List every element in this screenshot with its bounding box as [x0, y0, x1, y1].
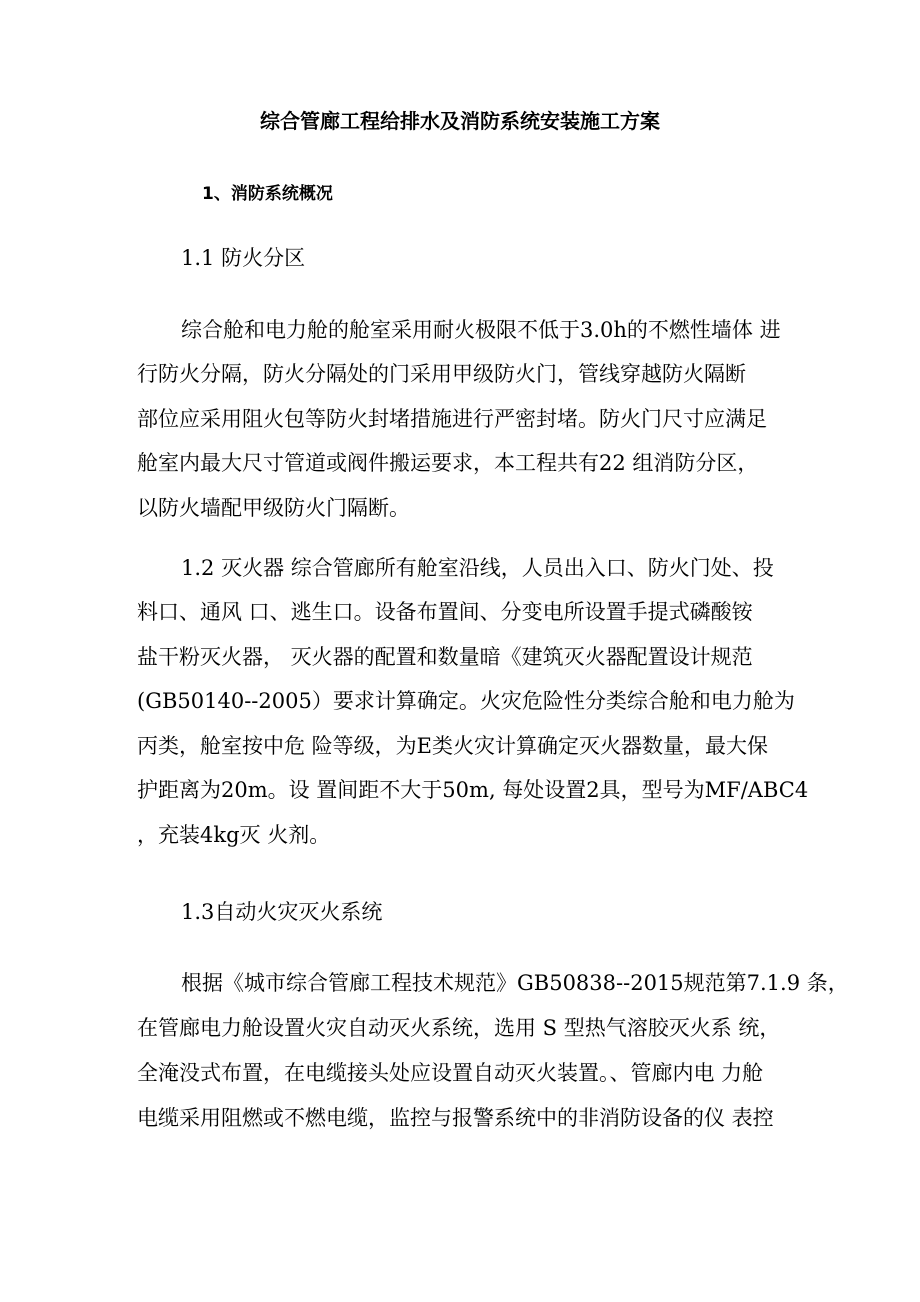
paragraph-line: 根据《城市综合管廊工程技术规范》GB50838--2015规范第7.1.9 条，: [181, 971, 849, 995]
paragraph-line: 护距离为20m。设 置间距不大于50m, 每处设置2具，型号为MF/ABC4: [137, 778, 809, 802]
paragraph-line: 丙类，舱室按中危 险等级，为E类火灾计算确定灭火器数量，最大保: [137, 734, 769, 758]
paragraph-line: 全淹没式布置，在电缆接头处应设置自动灭火装置。、管廊内电 力舱: [137, 1061, 764, 1085]
paragraph-line: 以防火墙配甲级防火门隔断。: [137, 496, 410, 520]
section-heading: 1、消防系统概况: [202, 184, 333, 204]
paragraph-line: 料口、通风 口、逃生口。设备布置间、分变电所设置手提式磷酸铵: [137, 600, 753, 624]
paragraph-line: 行防火分隔，防火分隔处的门采用甲级防火门，管线穿越防火隔断: [137, 362, 746, 386]
paragraph-line: 综合舱和电力舱的舱室采用耐火极限不低于3.0h的不燃性墙体 进: [181, 318, 781, 342]
paragraph-line: 电缆采用阻燃或不燃电缆，监控与报警系统中的非消防设备的仪 表控: [137, 1106, 774, 1130]
subsection-heading: 1.1 防火分区: [181, 246, 306, 270]
paragraph-line: ，充装4kg灭 火剂。: [137, 823, 331, 847]
paragraph-line: 1.2 灭火器 综合管廊所有舱室沿线，人员出入口、防火门处、投: [181, 556, 774, 580]
paragraph-line: (GB50140--2005）要求计算确定。火灾危险性分类综合舱和电力舱为: [137, 689, 795, 713]
document-title: 综合管廊工程给排水及消防系统安装施工方案: [260, 109, 660, 133]
subsection-heading: 1.3自动火灾灭火系统: [181, 900, 383, 924]
paragraph-line: 盐干粉灭火器， 灭火器的配置和数量暗《建筑灭火器配置设计规范: [137, 645, 753, 669]
paragraph-line: 部位应采用阻火包等防火封堵措施进行严密封堵。防火门尺寸应满足: [137, 407, 767, 431]
paragraph-line: 舱室内最大尺寸管道或阀件搬运要求，本工程共有22 组消防分区，: [137, 451, 759, 475]
paragraph-line: 在管廊电力舱设置火灾自动灭火系统，选用 S 型热气溶胶灭火系 统，: [137, 1016, 781, 1040]
